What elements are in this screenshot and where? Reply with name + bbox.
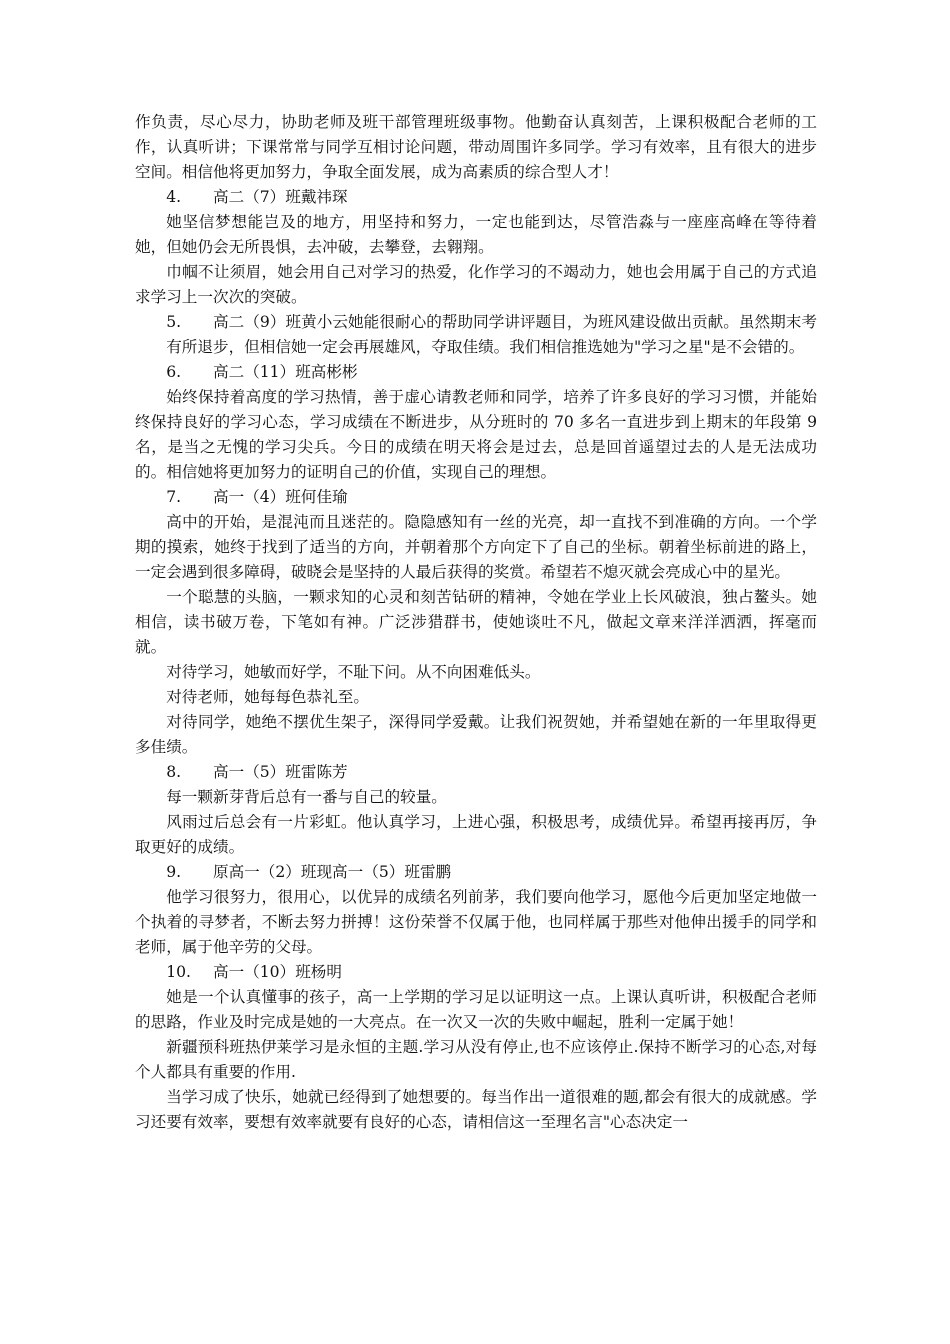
section-number: 7.	[166, 488, 182, 506]
body-paragraph: 每一颗新芽背后总有一番与自己的较量。	[166, 788, 447, 806]
section-number: 10.	[166, 963, 191, 981]
section-heading	[135, 860, 817, 885]
body-paragraph: 一个聪慧的头脑，一颗求知的心灵和刻苦钻研的精神，令她在学业上长风破浪，独占鳌头。她相信，读书破万卷，下笔如有神。广泛涉猎群书，使她谈吐不凡，做起文章来洋洋洒洒，挥毫而就。	[135, 588, 817, 656]
section-title: 高二（9）班黄小云她能很耐心的帮助同学讲评题目，为班风建设做出贡献。虽然期末考有所退步，但相信她一定会再展雄风，夺取佳绩。我们相信推选她为"学习之星"是不会错的。	[166, 313, 817, 356]
section-heading	[135, 310, 817, 360]
section-number: 4.	[166, 188, 182, 206]
section-number: 9.	[166, 863, 182, 881]
document-page	[135, 110, 817, 1135]
body-paragraph: 对待学习，她敏而好学，不耻下问。从不向困难低头。	[166, 663, 541, 681]
section-heading	[135, 360, 817, 385]
body-paragraph: 她是一个认真懂事的孩子，高一上学期的学习足以证明这一点。上课认真听讲，积极配合老师的思路，作业及时完成是她的一大亮点。在一次又一次的失败中崛起，胜利一定属于她！	[135, 988, 817, 1031]
body-paragraph: 他学习很努力，很用心，以优异的成绩名列前茅，我们要向他学习，愿他今后更加坚定地做一个执着的寻梦者，不断去努力拼搏！这份荣誉不仅属于他，也同样属于那些对他伸出援手的同学和老师，属于他辛劳的父母。	[135, 888, 817, 956]
body-paragraph: 巾帼不让须眉，她会用自己对学习的热爱，化作学习的不竭动力，她也会用属于自己的方式追求学习上一次次的突破。	[135, 263, 817, 306]
section-heading	[135, 185, 817, 210]
body-paragraph: 当学习成了快乐，她就已经得到了她想要的。每当作出一道很难的题,都会有很大的成就感。学习还要有效率，要想有效率就要有良好的心态，请相信这一至理名言"心态决定一	[135, 1088, 817, 1131]
body-paragraph: 新疆预科班热伊莱学习是永恒的主题.学习从没有停止,也不应该停止.保持不断学习的心态,对每个人都具有重要的作用.	[135, 1038, 817, 1081]
section-heading	[135, 760, 817, 785]
section-heading	[135, 485, 817, 510]
body-paragraph: 作负责，尽心尽力，协助老师及班干部管理班级事物。他勤奋认真刻苦，上课积极配合老师的工作，认真听讲；下课常常与同学互相讨论问题，带动周围许多同学。学习有效率，且有很大的进步空间。相信他将更加努力，争取全面发展，成为高素质的综合型人才！	[135, 113, 817, 181]
section-heading	[135, 960, 817, 985]
section-number: 8.	[166, 763, 182, 781]
section-title: 高二（7）班戴祎琛	[212, 188, 348, 206]
body-paragraph: 对待老师，她每每色恭礼至。	[166, 688, 369, 706]
body-paragraph: 她坚信梦想能岂及的地方，用坚持和努力，一定也能到达，尽管浩淼与一座座高峰在等待着她，但她仍会无所畏惧，去冲破，去攀登，去翱翔。	[135, 213, 817, 256]
section-title: 高一（4）班何佳瑜	[212, 488, 348, 506]
body-paragraph: 高中的开始，是混沌而且迷茫的。隐隐感知有一丝的光亮，却一直找不到准确的方向。一个学期的摸索，她终于找到了适当的方向，并朝着那个方向定下了自己的坐标。朝着坐标前进的路上，一定会遇到很多障碍，破晓会是坚持的人最后获得的奖赏。希望若不熄灭就会亮成心中的星光。	[135, 513, 817, 581]
section-title: 高一（5）班雷陈芳	[212, 763, 348, 781]
section-title: 高二（11）班高彬彬	[212, 363, 358, 381]
body-paragraph: 对待同学，她绝不摆优生架子，深得同学爱戴。让我们祝贺她，并希望她在新的一年里取得更多佳绩。	[135, 713, 817, 756]
body-paragraph: 风雨过后总会有一片彩虹。他认真学习，上进心强，积极思考，成绩优异。希望再接再厉，争取更好的成绩。	[135, 813, 817, 856]
section-number: 6.	[166, 363, 182, 381]
body-paragraph: 始终保持着高度的学习热情，善于虚心请教老师和同学，培养了许多良好的学习习惯，并能始终保持良好的学习心态，学习成绩在不断进步，从分班时的 70 多名一直进步到上期末的年段第 9 名，是当之无愧的学习尖兵。今日的成绩在明天将会是过去，总是回首遥望过去的人是无法成功的。相信她将更加努力的证明自己的价值，实现自己的理想。	[135, 388, 817, 481]
section-title: 高一（10）班杨明	[212, 963, 342, 981]
section-number: 5.	[166, 313, 182, 331]
section-title: 原高一（2）班现高一（5）班雷鹏	[212, 863, 452, 881]
